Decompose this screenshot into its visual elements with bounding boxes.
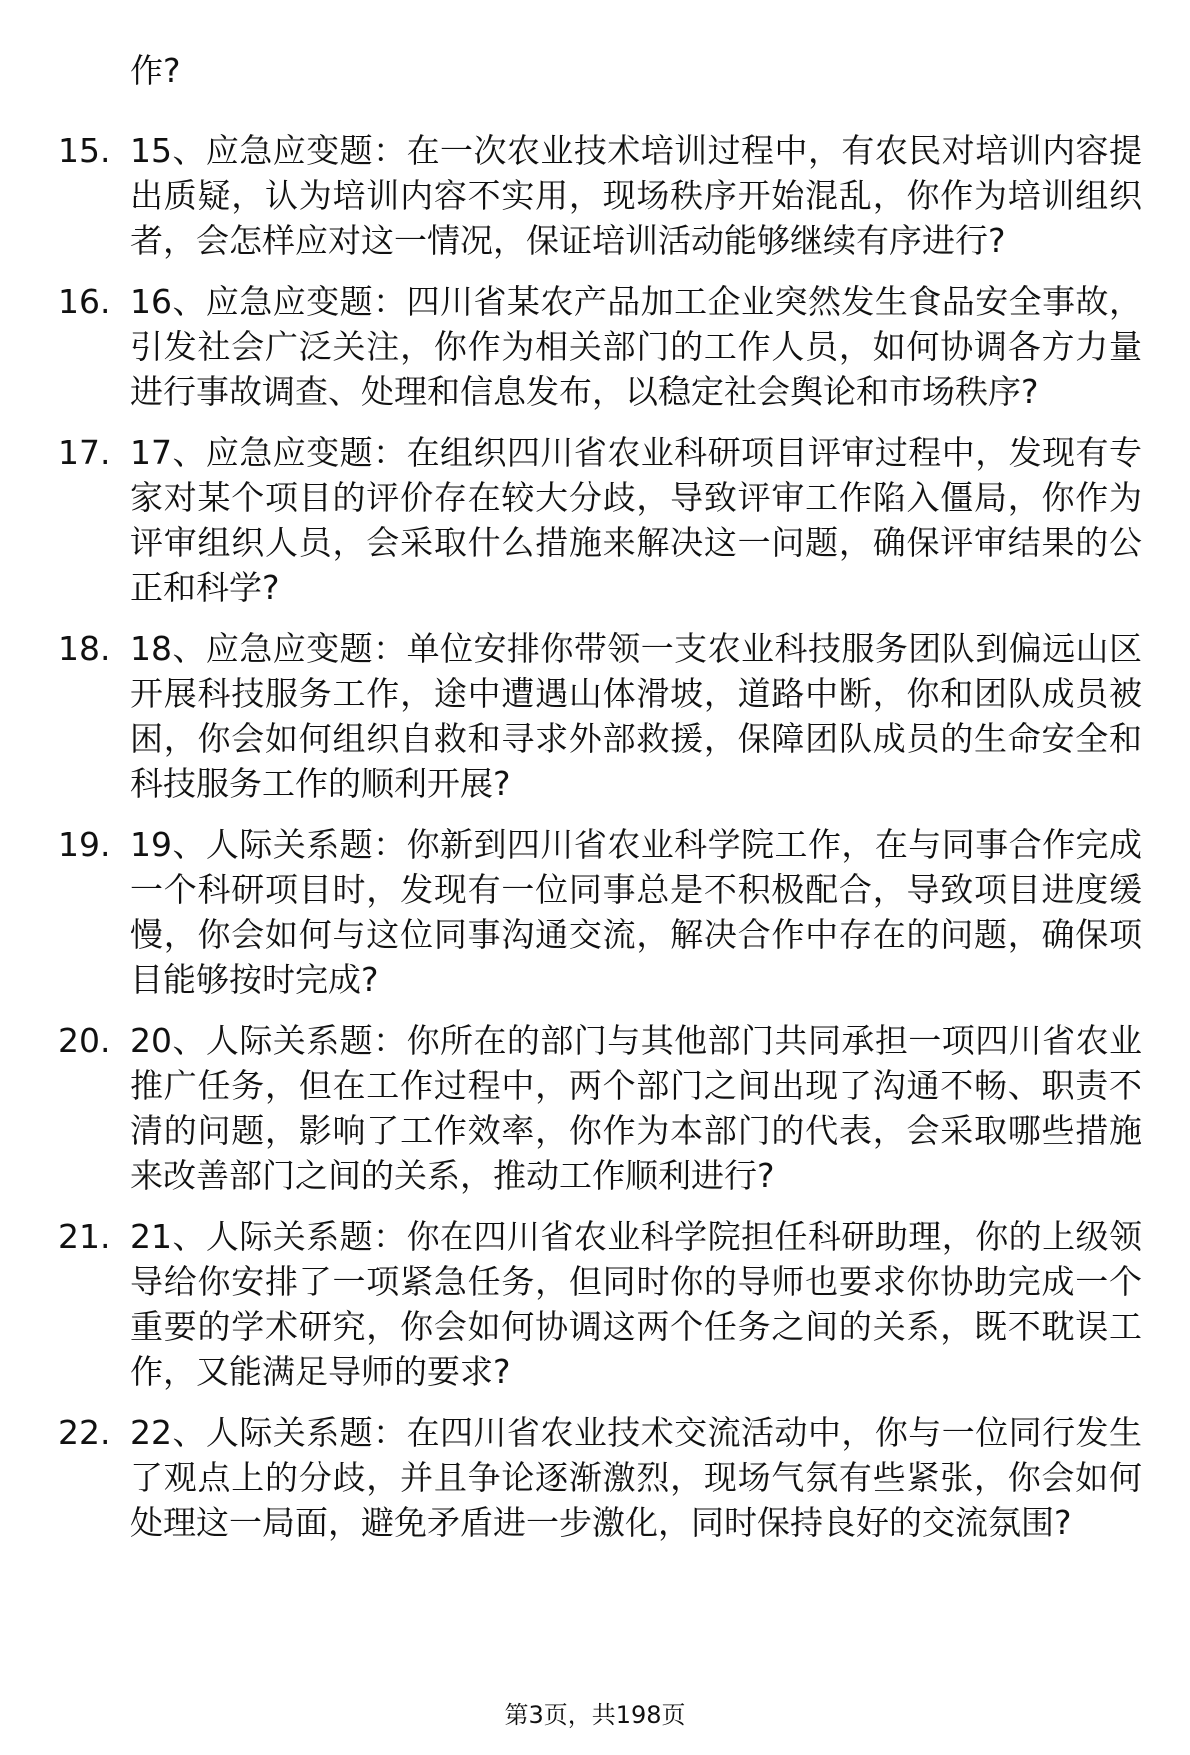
question-number: 22. xyxy=(58,1413,111,1452)
question-number: 19. xyxy=(58,825,111,864)
question-item-18 xyxy=(58,626,1148,806)
continuation-text: 作? xyxy=(130,51,181,90)
question-item-15 xyxy=(58,128,1148,263)
question-text: 17、应急应变题：在组织四川省农业科研项目评审过程中，发现有专家对某个项目的评价存在较大分歧，导致评审工作陷入僵局，你作为评审组织人员，会采取什么措施来解决这一问题，确保评审结果的公正和科学? xyxy=(130,433,1142,607)
question-text: 21、人际关系题：你在四川省农业科学院担任科研助理，你的上级领导给你安排了一项紧急任务，但同时你的导师也要求你协助完成一个重要的学术研究，你会如何协调这两个任务之间的关系，既不耽误工作，又能满足导师的要求? xyxy=(130,1217,1142,1391)
question-item-20 xyxy=(58,1018,1148,1198)
question-text: 19、人际关系题：你新到四川省农业科学院工作，在与同事合作完成一个科研项目时，发现有一位同事总是不积极配合，导致项目进度缓慢，你会如何与这位同事沟通交流，解决合作中存在的问题，确保项目能够按时完成? xyxy=(130,825,1142,999)
question-item-17 xyxy=(58,430,1148,610)
question-item-19 xyxy=(58,822,1148,1002)
question-number: 16. xyxy=(58,282,111,321)
question-text: 18、应急应变题：单位安排你带领一支农业科技服务团队到偏远山区开展科技服务工作，途中遭遇山体滑坡，道路中断，你和团队成员被困，你会如何组织自救和寻求外部救援，保障团队成员的生命安全和科技服务工作的顺利开展? xyxy=(130,629,1142,803)
question-item-16 xyxy=(58,279,1148,414)
question-item-21 xyxy=(58,1214,1148,1394)
question-text: 20、人际关系题：你所在的部门与其他部门共同承担一项四川省农业推广任务，但在工作过程中，两个部门之间出现了沟通不畅、职责不清的问题，影响了工作效率，你作为本部门的代表，会采取哪些措施来改善部门之间的关系，推动工作顺利进行? xyxy=(130,1021,1142,1195)
question-number: 21. xyxy=(58,1217,111,1256)
question-number: 15. xyxy=(58,131,111,170)
question-text: 15、应急应变题：在一次农业技术培训过程中，有农民对培训内容提出质疑，认为培训内容不实用，现场秩序开始混乱，你作为培训组织者，会怎样应对这一情况，保证培训活动能够继续有序进行? xyxy=(130,131,1142,260)
question-number: 18. xyxy=(58,629,111,668)
question-text: 16、应急应变题：四川省某农产品加工企业突然发生食品安全事故，引发社会广泛关注，你作为相关部门的工作人员，如何协调各方力量进行事故调查、处理和信息发布，以稳定社会舆论和市场秩序? xyxy=(130,282,1142,411)
question-number: 20. xyxy=(58,1021,111,1060)
question-number: 17. xyxy=(58,433,111,472)
question-text: 22、人际关系题：在四川省农业技术交流活动中，你与一位同行发生了观点上的分歧，并且争论逐渐激烈，现场气氛有些紧张，你会如何处理这一局面，避免矛盾进一步激化，同时保持良好的交流氛围? xyxy=(130,1413,1142,1542)
question-list xyxy=(58,128,1148,1561)
question-item-22 xyxy=(58,1410,1148,1545)
page-footer: 第3页，共198页 xyxy=(504,1701,686,1729)
